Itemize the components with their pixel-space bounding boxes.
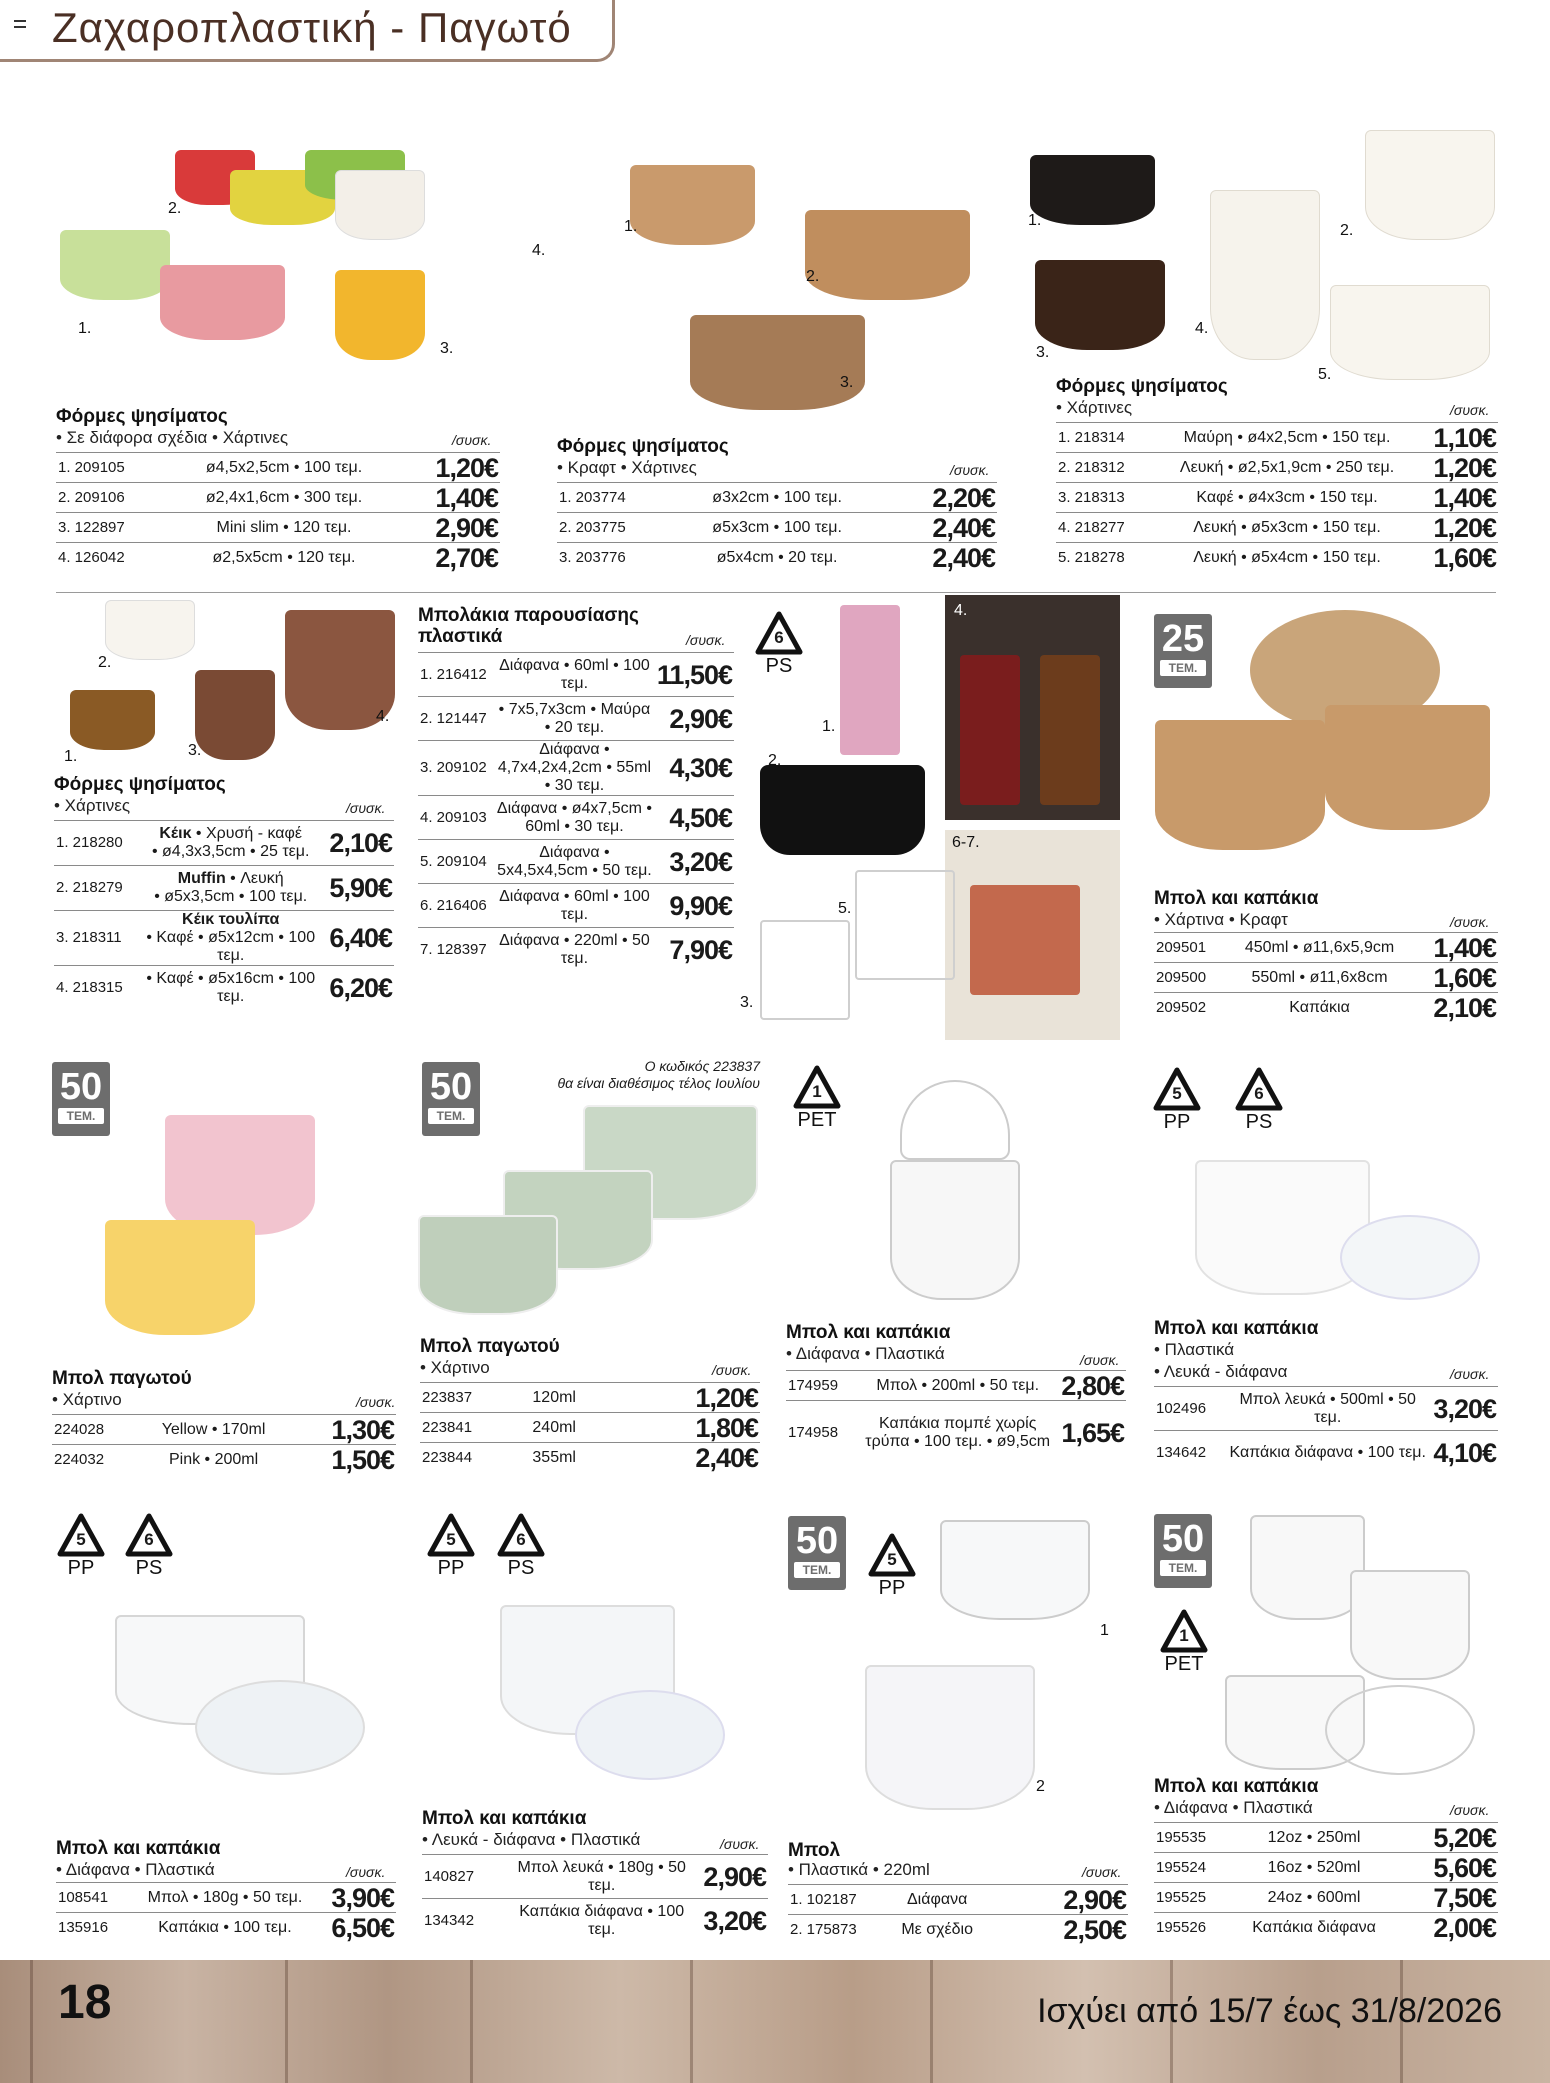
- item-label: 2.: [768, 752, 782, 769]
- section-title: Μπολ και καπάκια: [786, 1322, 951, 1343]
- menu-icon: [14, 20, 26, 28]
- wood-plank-line: [285, 1960, 288, 2083]
- product-code: 5. 209104: [418, 840, 494, 884]
- product-desc: 550ml • ø11,6x8cm: [1224, 963, 1415, 993]
- product-desc: Καπάκια πομπέ χωρίς τρύπα • 100 τεμ. • ø9,5cm: [856, 1401, 1059, 1465]
- product-code: 2. 203775: [557, 513, 667, 543]
- item-label: 5.: [1318, 366, 1332, 383]
- recycling-symbol: [54, 1512, 108, 1578]
- product-price: 3,90€: [318, 1883, 396, 1913]
- product-price: 2,10€: [1415, 993, 1498, 1023]
- section-subtitle: • Χάρτινο: [420, 1358, 490, 1377]
- product-code: 3. 218311: [54, 911, 134, 966]
- product-code: 1. 218280: [54, 821, 134, 866]
- item-label: 1.: [822, 718, 836, 735]
- product-code: 4. 126042: [56, 543, 166, 573]
- recycle-label: PP: [437, 1557, 465, 1579]
- price-table: [557, 482, 997, 573]
- product-code: 224028: [52, 1415, 132, 1445]
- product-code: 4. 218315: [54, 966, 134, 1011]
- wood-plank-line: [930, 1960, 933, 2083]
- product-price: 9,90€: [655, 884, 734, 928]
- unit-label: /συσκ.: [346, 800, 386, 816]
- price-table: [54, 820, 394, 1011]
- item-label: 5.: [838, 900, 852, 917]
- item-label: 6-7.: [952, 834, 980, 851]
- baking-cups-bw-image: [1025, 130, 1505, 380]
- product-desc: Μαύρη • ø4x2,5cm • 150 τεμ.: [1156, 423, 1418, 453]
- product-desc: ø2,4x1,6cm • 300 τεμ.: [166, 483, 402, 513]
- section-title: Μπολ και καπάκια: [422, 1808, 587, 1829]
- product-code: 1. 218314: [1056, 423, 1156, 453]
- recycle-code: 5: [887, 1550, 897, 1569]
- section-title: Μπολ και καπάκια: [1154, 1318, 1319, 1339]
- product-code: 4. 218277: [1056, 513, 1156, 543]
- section-subtitle: • Χάρτινα • Κραφτ: [1154, 910, 1288, 929]
- product-price: 1,20€: [1418, 513, 1498, 543]
- item-label: 3.: [840, 374, 854, 391]
- price-table: [420, 1382, 760, 1473]
- price-table: [1154, 932, 1498, 1023]
- product-code: 135916: [56, 1913, 132, 1943]
- product-price: 2,50€: [1006, 1915, 1128, 1945]
- product-desc: Yellow • 170ml: [132, 1415, 295, 1445]
- product-price: 4,30€: [655, 741, 734, 796]
- recycle-code: 6: [774, 628, 784, 647]
- badge-number: 50: [795, 1520, 839, 1562]
- recycle-label: PET: [1164, 1653, 1204, 1675]
- product-price: 5,60€: [1404, 1853, 1498, 1883]
- product-desc-cell: [134, 866, 327, 911]
- section-title: Μπολ και καπάκια: [1154, 888, 1319, 909]
- price-table: [56, 1882, 396, 1943]
- recycling-symbol: [424, 1512, 478, 1578]
- product-price: 1,60€: [1415, 963, 1498, 993]
- price-table: [1154, 1822, 1498, 1943]
- product-desc: Διάφανα • 4,7x4,2x4,2cm • 55ml • 30 τεμ.: [494, 741, 655, 796]
- section-subtitle: • Διάφανα • Πλαστικά: [786, 1344, 945, 1363]
- validity-dates: Ισχύει από 15/7 έως 31/8/2026: [1037, 1992, 1502, 2030]
- recycle-code: 1: [1179, 1626, 1189, 1645]
- badge-unit: ΤΕΜ.: [58, 1108, 104, 1124]
- product-desc: Διάφανα • 60ml • 100 τεμ.: [494, 884, 655, 928]
- product-desc: Καπάκια διάφανα • 100 τεμ.: [502, 1899, 701, 1943]
- product-desc: 355ml: [500, 1443, 608, 1473]
- recycling-symbol: [122, 1512, 176, 1578]
- wood-plank-line: [470, 1960, 473, 2083]
- product-price: 1,40€: [1415, 933, 1498, 963]
- product-desc-cell: [134, 911, 327, 966]
- product-price: 5,90€: [327, 866, 394, 911]
- section-subtitle: • Κραφτ • Χάρτινες: [557, 458, 697, 477]
- product-code: 224032: [52, 1445, 132, 1475]
- product-code: 3. 122897: [56, 513, 166, 543]
- recycle-label: PS: [1245, 1111, 1273, 1133]
- product-code: 3. 203776: [557, 543, 667, 573]
- recycle-label: PP: [878, 1577, 906, 1599]
- section-subtitle: • Λευκά - διάφανα • Πλαστικά: [422, 1830, 641, 1849]
- product-desc: 450ml • ø11,6x5,9cm: [1224, 933, 1415, 963]
- product-desc: • ø4,3x3,5cm • 25 τεμ.: [151, 843, 310, 860]
- recycle-label: PP: [67, 1557, 95, 1579]
- product-desc: • Λευκή: [225, 870, 284, 887]
- unit-label: /συσκ.: [356, 1394, 396, 1410]
- section-title: Μπολ και καπάκια: [56, 1838, 221, 1859]
- white-bowl-lid-image: [495, 1605, 735, 1790]
- unit-label: /συσκ.: [1450, 914, 1490, 930]
- product-code: 3. 209102: [418, 741, 494, 796]
- clear-cups-lid-image: [1225, 1515, 1495, 1785]
- white-bowl-lid-image: [1195, 1160, 1485, 1310]
- price-table: [788, 1884, 1128, 1945]
- product-desc: ø5x4cm • 20 τεμ.: [667, 543, 887, 573]
- kraft-bowls-image: [1150, 610, 1495, 870]
- item-label: 2.: [1340, 222, 1354, 239]
- product-code: 2. 175873: [788, 1915, 868, 1945]
- product-code: 4. 209103: [418, 796, 494, 840]
- section-subtitle: • Πλαστικά • 220ml: [788, 1860, 930, 1879]
- product-price: 2,90€: [655, 697, 734, 741]
- product-desc: Λευκή • ø5x3cm • 150 τεμ.: [1156, 513, 1418, 543]
- item-label: 1.: [78, 320, 92, 337]
- product-desc: ø2,5x5cm • 120 τεμ.: [166, 543, 402, 573]
- product-price: 2,70€: [402, 543, 500, 573]
- product-desc: Μπολ λευκά • 500ml • 50 τεμ.: [1224, 1387, 1431, 1431]
- recycle-label: PS: [135, 1557, 163, 1579]
- product-price: 1,40€: [1418, 483, 1498, 513]
- product-code: 209502: [1154, 993, 1224, 1023]
- product-price: 1,20€: [1418, 453, 1498, 483]
- product-desc: Με σχέδιο: [868, 1915, 1006, 1945]
- recycle-code: 6: [1254, 1084, 1264, 1103]
- product-code: 195524: [1154, 1853, 1224, 1883]
- recycle-code: 6: [144, 1530, 154, 1549]
- product-code: 209501: [1154, 933, 1224, 963]
- item-label: 4.: [954, 602, 968, 619]
- section-title: Φόρμες ψησίματος: [54, 774, 226, 795]
- product-price: 11,50€: [655, 653, 734, 697]
- badge-unit: ΤΕΜ.: [794, 1562, 840, 1578]
- product-code: 223841: [420, 1413, 500, 1443]
- product-code: 1. 209105: [56, 453, 166, 483]
- product-desc: • Καφέ • ø5x16cm • 100 τεμ.: [146, 970, 316, 1006]
- product-price: 2,10€: [327, 821, 394, 866]
- product-desc: • Καφέ • ø5x12cm • 100 τεμ.: [146, 929, 316, 964]
- product-code: 223837: [420, 1383, 500, 1413]
- unit-label: /συσκ.: [346, 1864, 386, 1880]
- badge-number: 25: [1161, 618, 1205, 660]
- product-price: 2,90€: [402, 513, 500, 543]
- note-line: θα είναι διαθέσιμος τέλος Ιουλίου: [557, 1075, 760, 1091]
- product-price: 6,40€: [327, 911, 394, 966]
- recycle-label: PS: [765, 655, 793, 677]
- divider: [56, 592, 1496, 593]
- section-title: Μπολάκια παρουσίασης πλαστικά: [418, 605, 639, 647]
- item-label: 3.: [1036, 344, 1050, 361]
- badge-unit: ΤΕΜ.: [1160, 1560, 1206, 1576]
- product-code: 2. 121447: [418, 697, 494, 741]
- unit-label: /συσκ.: [950, 462, 990, 478]
- product-desc: Διάφανα • 5x4,5x4,5cm • 50 τεμ.: [494, 840, 655, 884]
- badge-number: 50: [1161, 1518, 1205, 1560]
- section-title: Φόρμες ψησίματος: [56, 406, 228, 427]
- item-label: 1.: [1028, 212, 1042, 229]
- baking-cups-colored-image: [55, 140, 515, 350]
- baking-cups-kraft-image: [620, 160, 980, 410]
- product-desc: 16oz • 520ml: [1224, 1853, 1404, 1883]
- product-price: 1,65€: [1059, 1401, 1126, 1465]
- clear-bowl-lid-image: [115, 1615, 380, 1785]
- product-desc: • 7x5,7x3cm • Μαύρα • 20 τεμ.: [494, 697, 655, 741]
- product-desc: Καπάκια: [1224, 993, 1415, 1023]
- product-desc-cell: [134, 821, 327, 866]
- badge-unit: ΤΕΜ.: [428, 1108, 474, 1124]
- product-price: 1,30€: [295, 1415, 396, 1445]
- item-label: 4.: [532, 242, 546, 259]
- item-label: 4.: [376, 708, 390, 725]
- product-desc: Καπάκια διάφανα: [1224, 1913, 1404, 1943]
- ice-cream-cups-image: [100, 1110, 330, 1340]
- section-title: Μπολ παγωτού: [52, 1368, 192, 1389]
- badge-unit: ΤΕΜ.: [1160, 660, 1206, 676]
- product-desc: ø5x3cm • 100 τεμ.: [667, 513, 887, 543]
- recycle-code: 1: [812, 1082, 822, 1101]
- product-price: 2,40€: [887, 543, 997, 573]
- section-subtitle: • Χάρτινες: [54, 796, 131, 815]
- wood-plank-line: [690, 1960, 693, 2083]
- price-table: [56, 452, 500, 573]
- product-desc: Διάφανα • 220ml • 50 τεμ.: [494, 928, 655, 972]
- dome-cup-image: [880, 1080, 1030, 1310]
- product-code: 140827: [422, 1855, 502, 1899]
- recycling-symbol: [1232, 1066, 1286, 1132]
- section-subtitle: • Σε διάφορα σχέδια • Χάρτινες: [56, 428, 289, 447]
- section-title: Μπολ και καπάκια: [1154, 1776, 1319, 1797]
- product-price: 6,20€: [327, 966, 394, 1011]
- section-subtitle: • Διάφανα • Πλαστικά: [1154, 1798, 1313, 1817]
- product-code: 1. 216412: [418, 653, 494, 697]
- product-price: 2,90€: [1006, 1885, 1128, 1915]
- product-name: Κέικ: [159, 825, 192, 842]
- product-code: 134342: [422, 1899, 502, 1943]
- section-subtitle: • Πλαστικά: [1154, 1340, 1235, 1359]
- item-label: 2.: [806, 268, 820, 285]
- item-label: 1: [1100, 1622, 1109, 1639]
- paper-ice-cream-bowls-image: [418, 1100, 758, 1330]
- item-label: 3.: [740, 994, 754, 1011]
- product-desc: • ø5x3,5cm • 100 τεμ.: [154, 888, 308, 905]
- page-title: Ζαχαροπλαστική - Παγωτό: [52, 4, 572, 51]
- product-desc: 120ml: [500, 1383, 608, 1413]
- product-desc: Καφέ • ø4x3cm • 150 τεμ.: [1156, 483, 1418, 513]
- product-desc: Μπολ • 200ml • 50 τεμ.: [856, 1371, 1059, 1401]
- product-desc: Καπάκια διάφανα • 100 τεμ.: [1224, 1431, 1431, 1475]
- product-price: 3,20€: [701, 1899, 768, 1943]
- availability-note: [510, 1058, 760, 1092]
- product-code: 5. 218278: [1056, 543, 1156, 573]
- product-price: 1,50€: [295, 1445, 396, 1475]
- product-desc: Διάφανα: [868, 1885, 1006, 1915]
- product-desc: Pink • 200ml: [132, 1445, 295, 1475]
- product-price: 2,90€: [701, 1855, 768, 1899]
- product-price: 2,40€: [608, 1443, 760, 1473]
- section-subtitle: • Λευκά - διάφανα: [1154, 1362, 1288, 1381]
- product-code: 3. 218313: [1056, 483, 1156, 513]
- item-label: 2.: [98, 654, 112, 671]
- product-code: 134642: [1154, 1431, 1224, 1475]
- product-name: Κέικ τουλίπα: [182, 911, 280, 928]
- product-desc: Mini slim • 120 τεμ.: [166, 513, 402, 543]
- product-price: 6,50€: [318, 1913, 396, 1943]
- unit-label: /συσκ.: [452, 432, 492, 448]
- product-price: 2,20€: [887, 483, 997, 513]
- recycle-code: 6: [516, 1530, 526, 1549]
- product-code: 102496: [1154, 1387, 1224, 1431]
- item-label: 1.: [624, 218, 638, 235]
- product-desc: Διάφανα • ø4x7,5cm • 60ml • 30 τεμ.: [494, 796, 655, 840]
- recycling-symbol: [752, 610, 806, 676]
- section-title: Φόρμες ψησίματος: [557, 436, 729, 457]
- product-desc: ø3x2cm • 100 τεμ.: [667, 483, 887, 513]
- product-code: 2. 218279: [54, 866, 134, 911]
- plastic-bowls-image: [860, 1520, 1100, 1820]
- product-desc: 240ml: [500, 1413, 608, 1443]
- product-price: 4,50€: [655, 796, 734, 840]
- item-label: 4.: [1195, 320, 1209, 337]
- product-code: 1. 203774: [557, 483, 667, 513]
- unit-label: /συσκ.: [720, 1836, 760, 1852]
- unit-label: /συσκ.: [1450, 1366, 1490, 1382]
- section-subtitle: • Χάρτινες: [1056, 398, 1133, 417]
- product-desc: Μπολ • 180g • 50 τεμ.: [132, 1883, 318, 1913]
- product-price: 5,20€: [1404, 1823, 1498, 1853]
- product-desc: ø4,5x2,5cm • 100 τεμ.: [166, 453, 402, 483]
- section-title: Φόρμες ψησίματος: [1056, 376, 1228, 397]
- product-name: Muffin: [177, 870, 226, 887]
- product-price: 1,60€: [1418, 543, 1498, 573]
- badge-number: 50: [59, 1066, 103, 1108]
- recycle-code: 5: [1172, 1084, 1182, 1103]
- unit-label: /συσκ.: [1450, 402, 1490, 418]
- product-code: 7. 128397: [418, 928, 494, 972]
- section-subtitle: • Χάρτινο: [52, 1390, 122, 1409]
- cake-cups-image: [60, 600, 400, 760]
- section-title: Μπολ: [788, 1840, 841, 1861]
- product-code: 195535: [1154, 1823, 1224, 1853]
- page-number: 18: [58, 1976, 112, 2029]
- product-desc: Μπολ λευκά • 180g • 50 τεμ.: [502, 1855, 701, 1899]
- note-line: Ο κωδικός 223837: [644, 1058, 760, 1074]
- recycle-code: 5: [446, 1530, 456, 1549]
- price-table: [418, 652, 734, 972]
- product-code: 1. 102187: [788, 1885, 868, 1915]
- product-code: 174958: [786, 1401, 856, 1465]
- product-price: 2,80€: [1061, 1370, 1124, 1401]
- product-desc: Λευκή • ø5x4cm • 150 τεμ.: [1156, 543, 1418, 573]
- product-code: 209500: [1154, 963, 1224, 993]
- product-code: 2. 209106: [56, 483, 166, 513]
- product-code: 223844: [420, 1443, 500, 1473]
- item-label: 3.: [188, 742, 202, 759]
- product-price: 7,90€: [655, 928, 734, 972]
- product-desc: 12oz • 250ml: [1224, 1823, 1404, 1853]
- product-desc: Διάφανα • 60ml • 100 τεμ.: [494, 653, 655, 697]
- unit-label: /συσκ.: [1450, 1802, 1490, 1818]
- unit-label: /συσκ.: [1082, 1864, 1122, 1880]
- recycling-symbol: [790, 1064, 844, 1130]
- product-price: 1,10€: [1418, 423, 1498, 453]
- pack-size-badge: [1154, 1514, 1212, 1588]
- product-price: 1,20€: [402, 453, 500, 483]
- recycle-label: PET: [797, 1109, 837, 1131]
- product-price: 3,20€: [655, 840, 734, 884]
- product-price: 7,50€: [1404, 1883, 1498, 1913]
- price-table: [786, 1370, 1126, 1465]
- recycle-code: 5: [76, 1530, 86, 1549]
- section-title: Μπολ παγωτού: [420, 1336, 560, 1357]
- item-label: 2: [1036, 1778, 1045, 1795]
- item-label: 2.: [168, 200, 182, 217]
- recycling-symbol: [1157, 1608, 1211, 1674]
- product-code: 174959: [786, 1371, 856, 1401]
- product-price: 1,40€: [402, 483, 500, 513]
- product-price: 1,80€: [608, 1413, 760, 1443]
- price-table: [1056, 422, 1498, 573]
- product-code: 195525: [1154, 1883, 1224, 1913]
- item-label: 3.: [440, 340, 454, 357]
- product-desc-cell: [134, 966, 327, 1011]
- product-price: 2,40€: [887, 513, 997, 543]
- price-table: [52, 1414, 396, 1475]
- product-code: 195526: [1154, 1913, 1224, 1943]
- product-desc: • Χρυσή - καφέ: [191, 825, 303, 842]
- badge-number: 50: [429, 1066, 473, 1108]
- wood-plank-line: [30, 1960, 33, 2083]
- recycling-symbol: [1150, 1066, 1204, 1132]
- product-desc: Λευκή • ø2,5x1,9cm • 250 τεμ.: [1156, 453, 1418, 483]
- unit-label: /συσκ.: [712, 1362, 752, 1378]
- product-desc: Καπάκια • 100 τεμ.: [132, 1913, 318, 1943]
- product-code: 2. 218312: [1056, 453, 1156, 483]
- section-subtitle: • Διάφανα • Πλαστικά: [56, 1860, 215, 1879]
- unit-label: /συσκ.: [686, 632, 726, 648]
- product-price: 4,10€: [1431, 1431, 1498, 1475]
- product-price: 2,00€: [1404, 1913, 1498, 1943]
- product-code: 6. 216406: [418, 884, 494, 928]
- product-price: 1,20€: [608, 1383, 760, 1413]
- recycle-label: PS: [507, 1557, 535, 1579]
- price-table: [1154, 1386, 1498, 1475]
- price-table: [422, 1854, 768, 1943]
- unit-label: /συσκ.: [1080, 1352, 1120, 1368]
- recycling-symbol: [494, 1512, 548, 1578]
- recycle-label: PP: [1163, 1111, 1191, 1133]
- product-desc: 24oz • 600ml: [1224, 1883, 1404, 1913]
- item-label: 1.: [64, 748, 78, 765]
- pack-size-badge: [788, 1516, 846, 1590]
- product-code: 108541: [56, 1883, 132, 1913]
- product-price: 3,20€: [1431, 1387, 1498, 1431]
